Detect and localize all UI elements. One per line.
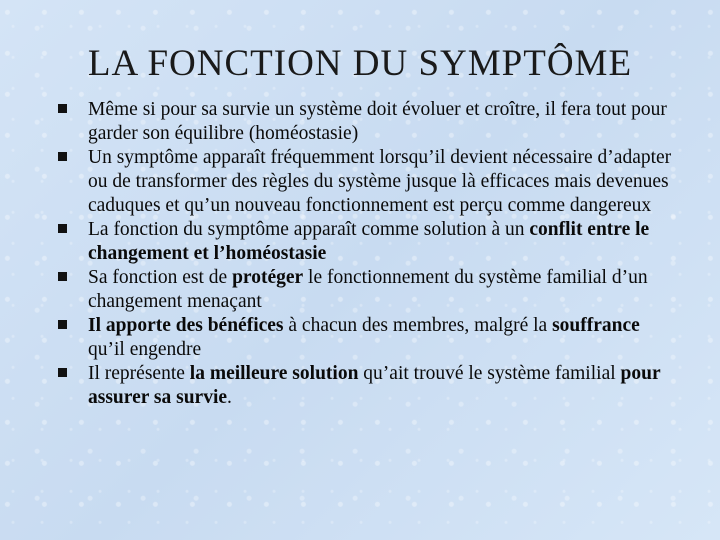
bullet-text: Il représente <box>88 363 190 384</box>
square-bullet-icon <box>58 320 67 329</box>
bullet-item <box>58 218 678 266</box>
bullet-text: le fonctionnement du système familial d’un changement menaçant <box>88 267 648 312</box>
bullet-item <box>58 362 678 410</box>
bullet-text-bold: protéger <box>232 267 304 288</box>
bullet-item <box>58 314 678 362</box>
bullet-text-bold: la meilleure solution <box>189 363 359 384</box>
bullet-text-bold: Il apporte des bénéfices <box>88 315 284 336</box>
square-bullet-icon <box>58 152 67 161</box>
square-bullet-icon <box>58 224 67 233</box>
bullet-item <box>58 146 678 218</box>
bullet-item <box>58 266 678 314</box>
bullet-text: qu’ait trouvé le système familial <box>358 363 621 384</box>
bullet-text: Sa fonction est de <box>88 267 233 288</box>
bullet-text-bold: pour assurer sa survie <box>88 363 661 408</box>
bullet-text: à chacun des membres, malgré la <box>283 315 553 336</box>
slide-title: LA FONCTION DU SYMPTÔME <box>87 43 633 84</box>
bullet-text-bold: conflit entre le changement et l’homéostasie <box>88 219 650 264</box>
bullet-item <box>58 98 678 146</box>
square-bullet-icon <box>58 104 67 113</box>
bullet-text: Un symptôme apparaît fréquemment lorsqu’il devient nécessaire d’adapter ou de transformer des règles du système jusque là efficaces mais devenues caduques et qu’un nouveau fonctionnement est perçu comme dangereux <box>88 147 672 216</box>
bullet-list <box>58 98 678 410</box>
bullet-text: . <box>227 387 232 408</box>
square-bullet-icon <box>58 368 67 377</box>
bullet-text: La fonction du symptôme apparaît comme solution à un <box>88 219 530 240</box>
square-bullet-icon <box>58 272 67 281</box>
bullet-text-bold: souffrance <box>552 315 640 336</box>
bullet-text: qu’il engendre <box>88 339 202 360</box>
bullet-text: Même si pour sa survie un système doit évoluer et croître, il fera tout pour garder son équilibre (homéostasie) <box>88 99 667 144</box>
